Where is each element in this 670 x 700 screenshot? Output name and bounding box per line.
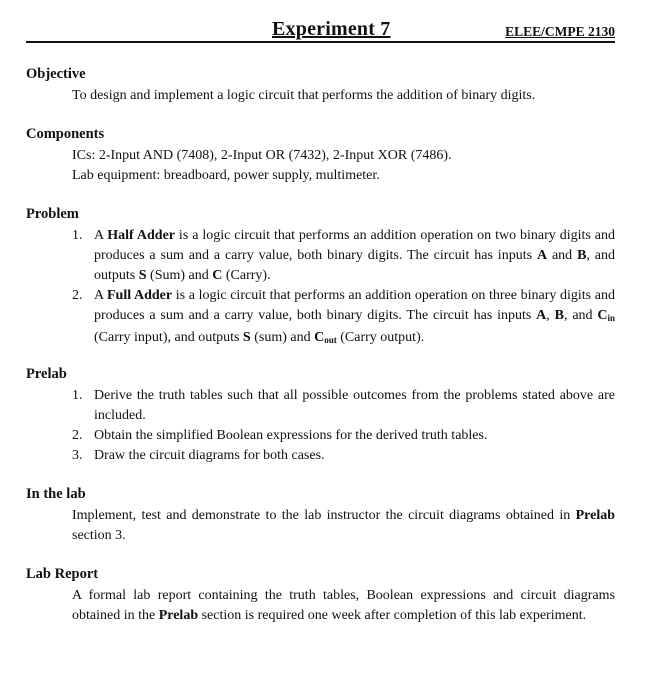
subscript: in [607,313,616,323]
prelab-item [72,386,615,426]
in-the-lab-heading: In the lab [26,486,86,502]
bold-term: Prelab [575,508,615,523]
text-run: , and [563,308,598,323]
prelab-item-text: Obtain the simplified Boolean expressions for the derived truth tables. [94,428,488,443]
bold-term: S [138,268,147,283]
page-header [26,18,615,42]
text-run: , [546,308,555,323]
text-run: (Carry output). [336,330,425,345]
problem-heading: Problem [26,206,79,222]
prelab-item-text: Derive the truth tables such that all possible outcomes from the problems stated above are included. [94,388,615,423]
text-run: , and outputs [94,248,616,283]
text-run: is a logic circuit that performs an addition operation on three binary digits and produces a sum and a carry value, both binary digits. The circuit has inputs [94,288,615,323]
text-run: A [94,228,108,243]
text-run: and [547,248,578,263]
text-run: (Carry input), and outputs [94,330,243,345]
text-run: is a logic circuit that performs an addition operation on two binary digits and produces a sum and a carry value, both binary digits. The circuit has inputs [94,228,615,263]
prelab-item [72,446,615,466]
bold-term: B [577,248,587,263]
list-number: 3. [72,448,83,463]
bold-term: C [212,268,223,283]
bold-term: A [536,248,548,263]
components-heading: Components [26,126,105,142]
text-run: section 3. [72,528,126,543]
prelab-heading: Prelab [26,366,67,382]
course-code: ELEE/CMPE 2130 [505,24,615,39]
problem-list [72,226,615,350]
text-run: A [94,288,107,303]
bold-term: A [536,308,547,323]
objective-text: To design and implement a logic circuit that performs the addition of binary digits. [72,88,536,103]
in-the-lab-text [72,506,615,546]
objective-heading: Objective [26,66,86,82]
list-number: 1. [72,388,83,403]
text-run: (Sum) and [146,268,213,283]
list-number: 2. [72,428,83,443]
list-number: 2. [72,288,83,303]
prelab-list [72,386,615,466]
experiment-title: Experiment 7 [272,18,391,40]
lab-report-heading: Lab Report [26,566,99,582]
header-rule [26,41,615,43]
text-run: section is required one week after completion of this lab experiment. [198,608,587,623]
bold-term: Full Adder [106,288,173,303]
lab-report-text [72,586,615,626]
text-run: A formal lab report containing the truth tables, Boolean expressions and circuit diagrams obtained in the [72,588,615,623]
subscript: out [324,335,337,345]
bold-term: C [314,330,325,345]
list-number: 1. [72,228,83,243]
text-run: (sum) and [250,330,315,345]
prelab-item-text: Draw the circuit diagrams for both cases. [94,448,325,463]
prelab-item [72,426,615,446]
text-run: (Carry). [222,268,271,283]
bold-term: B [554,308,564,323]
problem-item-half-adder [72,226,615,286]
bold-term: Half Adder [107,228,175,243]
components-equipment: Lab equipment: breadboard, power supply, multimeter. [72,168,380,183]
components-ics: ICs: 2-Input AND (7408), 2-Input OR (7432), 2-Input XOR (7486). [72,148,452,163]
problem-item-full-adder [72,286,615,350]
text-run: Implement, test and demonstrate to the lab instructor the circuit diagrams obtained in [72,508,576,523]
bold-term: S [242,330,251,345]
bold-term: Prelab [158,608,199,623]
bold-term: C [597,308,608,323]
